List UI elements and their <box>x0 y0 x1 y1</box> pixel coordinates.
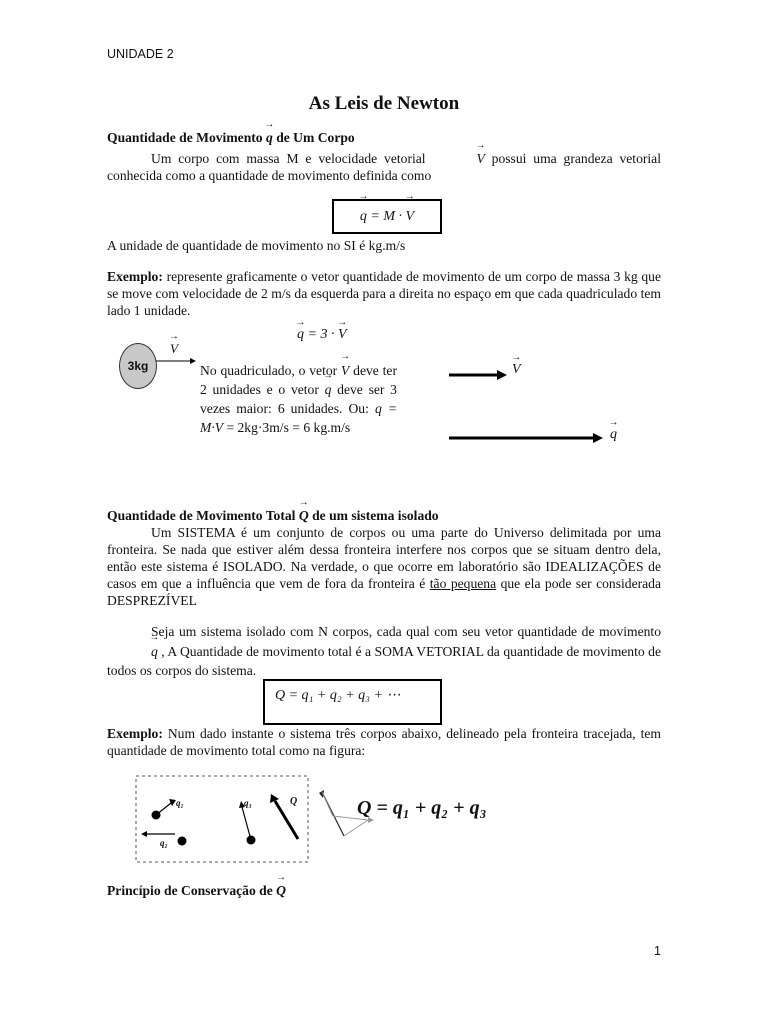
q2-label: q₂ <box>160 838 168 848</box>
section-heading-conservation: Princípio de Conservação de → Q <box>107 882 286 899</box>
q1-label: q₁ <box>176 798 184 808</box>
unit-header: UNIDADE 2 <box>107 47 174 61</box>
velocity-label-small: → V <box>170 341 178 357</box>
q3-label: q₃ <box>244 798 252 808</box>
example-1-explanation: No quadriculado, o vetor → V deve ter 2 unidades e o vetor → q deve ser 3 vezes maior: 6 unidades. Ou: q = M·V = 2kg·3m/s = 6 kg.m/s <box>200 361 397 437</box>
example-2-paragraph: Exemplo: Num dado instante o sistema três corpos abaixo, delineado pela fronteira tracejada, tem quantidade de movimento total como na figura: <box>107 726 661 758</box>
si-unit-text: A unidade de quantidade de movimento no SI é kg.m/s <box>107 238 406 253</box>
mass-body-3kg: 3kg <box>119 343 157 389</box>
v-vector-symbol: → V <box>432 150 484 167</box>
q-vector-symbol: → q <box>266 129 273 146</box>
vector-v-arrow <box>449 369 509 381</box>
page-number: 1 <box>654 944 661 958</box>
vector-sum-paragraph: Seja um sistema isolado com N corpos, cada qual com seu vetor quantidade de movimento → q , A Quantidade de movimento total é a SOMA VETORIAL da quantidade de movimento de todos os corpos do sistema. <box>107 622 661 681</box>
total-momentum-big-formula: Q = q₁ + q₂ + q₃ <box>357 797 487 819</box>
example-1-formula: → q = 3 · → V <box>297 327 347 343</box>
momentum-formula-box: → q = M · → V <box>332 199 442 234</box>
isolated-system-paragraph: Um SISTEMA é um conjunto de corpos ou uma parte do Universo delimitada por uma fronteira. Se nada que estiver além dessa fronteira interfere nos corpos que se situam dentro dela, então este sistema é ISOLADO. Na verdade, o que ocorre em laboratório são IDEALIZAÇÕES de casos em que a influência que vem de fora da fronteira é tão pequena que ela pode ser considerada DESPREZÍVEL <box>107 525 662 608</box>
momentum-definition-paragraph: Um corpo com massa M e velocidade vetorial → V possui uma grandeza vetorial conhecida como a quantidade de movimento definida como <box>107 150 661 184</box>
example-1-paragraph: Exemplo: represente graficamente o vetor quantidade de movimento de um corpo de massa 3 kg que se move com velocidade de 2 m/s da esquerda para a direita no espaço em que cada quadriculado tem lado 1 unidade. <box>107 269 661 318</box>
isolated-system-figure <box>135 775 310 865</box>
section-heading-momentum: Quantidade de Movimento → q de Um Corpo <box>107 129 355 146</box>
Q-label: Q <box>290 796 298 807</box>
total-momentum-formula-box: Q = q₁ + q₂ + q₃ + ⋯ <box>263 679 442 725</box>
vector-v-label: → V <box>512 362 521 378</box>
page-title: As Leis de Newton <box>308 93 460 114</box>
vector-q-arrow <box>449 432 605 444</box>
vector-q-label: → q <box>610 427 617 443</box>
section-heading-total-momentum: Quantidade de Movimento Total → Q de um sistema isolado <box>107 507 439 524</box>
